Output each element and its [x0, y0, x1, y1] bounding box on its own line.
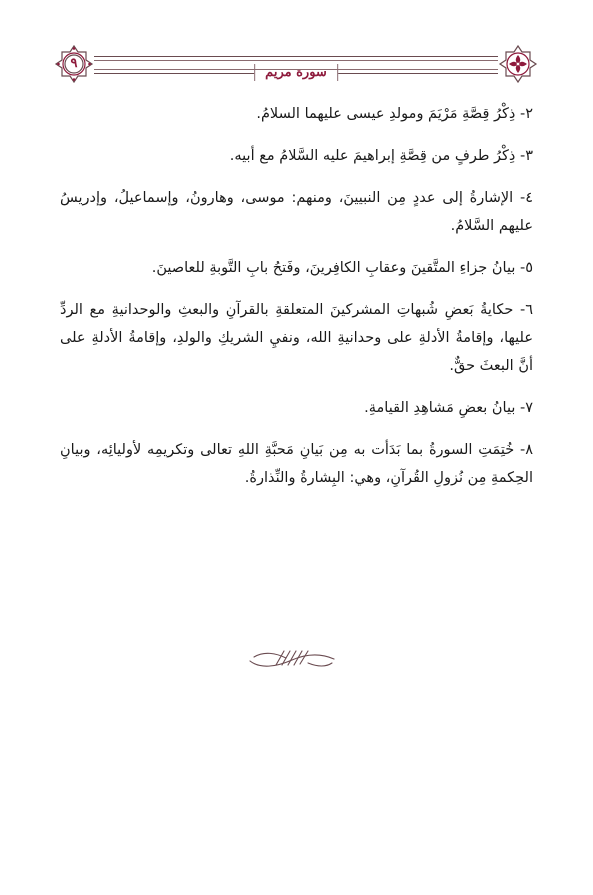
point-2: ٢- ذِكْرُ قِصَّةِ مَرْيَمَ ومولدِ عيسى عليهما السلامُ.: [256, 106, 533, 122]
header-band: [94, 56, 498, 80]
page-number-ornament-icon: [54, 44, 94, 84]
point-3: ٣- ذِكْرُ طرفٍ من قِصَّةِ إبراهيمَ عليه السَّلامُ مع أبيه.: [229, 148, 533, 164]
page-header: [54, 44, 538, 84]
page-number: ٩: [70, 56, 78, 71]
point-6: ٦- حكايةُ بَعضِ شُبهاتِ المشركينَ المتعلقةِ بالقرآنِ والبعثِ والوحدانيةِ مع الردِّ عليها، وإقامةُ الأدلةِ على وحدانيةِ الله، ونفيِ الشريكِ والولدِ، وإقامةُ الأدلةِ على أنَّ البعثَ حقٌّ.: [60, 302, 533, 374]
point-7: ٧- بيانُ بعضِ مَشاهِدِ القيامةِ.: [364, 400, 533, 416]
surah-title: سورة مريم: [254, 64, 338, 81]
point-4: ٤- الإشارةُ إلى عددٍ مِن النبيينَ، ومنهم: موسى، وهارونُ، وإسماعيلُ، وإدريسُ عليهم السَّلامُ.: [60, 190, 533, 234]
main-content: [60, 100, 533, 506]
calligraphic-flourish-icon: [246, 645, 338, 673]
floral-ornament-icon: [498, 44, 538, 84]
point-5: ٥- بيانُ جزاءِ المتَّقينَ وعقابِ الكافِرينَ، وفَتحُ بابِ التَّوبةِ للعاصينَ.: [151, 260, 533, 276]
point-8: ٨- خُتِمَتِ السورةُ بما بَدَأت به مِن بَيانِ مَحبَّةِ اللهِ تعالى وتكريمِه لأوليائِه، وبيانِ الحِكمةِ مِن نُزولِ القُرآنِ، وهي: البِشارةُ والنِّذارةُ.: [60, 442, 533, 486]
